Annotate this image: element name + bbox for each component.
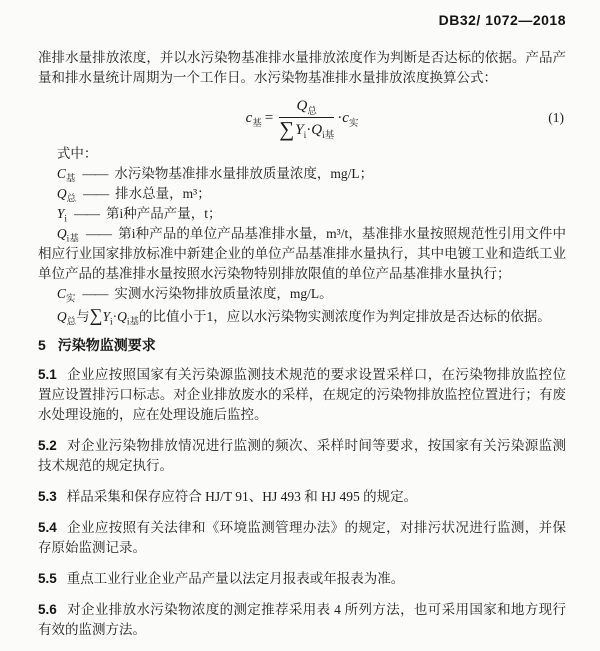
note-text: 的比值小于1，应以水污染物实测浓度作为判定排放是否达标的依据。 xyxy=(139,309,551,324)
clause-text: 对企业污染物排放情况进行监测的频次、采样时间等要求，按国家有关污染源监测技术规范的规定执行。 xyxy=(38,438,566,473)
math-symbol: Y xyxy=(56,206,65,221)
clause-number: 5.6 xyxy=(38,602,57,617)
math-symbol: Y xyxy=(102,309,111,324)
subscript: 实 xyxy=(65,294,76,305)
section-title: 污染物监测要求 xyxy=(57,337,156,353)
subscript: i xyxy=(64,214,68,225)
doc-number: DB32/ 1072—2018 xyxy=(438,12,566,28)
clause-number: 5.1 xyxy=(38,367,57,382)
ratio-note xyxy=(38,305,566,327)
subscript: 总 xyxy=(307,107,317,117)
clause-5-2 xyxy=(38,436,566,476)
symbol-definition xyxy=(38,204,566,224)
note-text: 与 xyxy=(76,309,90,324)
definition-text: 第i种产品的单位产品基准排水量，m³/t，基准排水量按照规范性引用文件中相应行业国家排放标准中新建企业的单位产品基准排水量执行，其中电镀工业和造纸工业单位产品的基准排水量按照水污染物特别排放限值的单位产品基准排水量执行； xyxy=(38,226,566,281)
clause-text: 企业应按照有关法律和《环境监测管理办法》的规定，对排污状况进行监测，并保存原始监测记录。 xyxy=(38,520,566,555)
clause-number: 5.4 xyxy=(38,520,57,535)
section-heading xyxy=(38,335,566,355)
subscript: 实 xyxy=(348,119,359,129)
definition-text: 水污染物基准排水量排放质量浓度，mg/L； xyxy=(114,166,374,181)
dot-operator: · xyxy=(112,309,118,324)
symbol-definition xyxy=(38,284,566,304)
fraction-denominator xyxy=(279,118,334,140)
clause-text: 企业应按照国家有关污染源监测技术规范的要求设置采样口，在污染物排放监控位置应设置排污口标志。对企业排放废水的采样，在规定的污染物排放监控位置进行；有废水处理设施的，应在处理设施后监控。 xyxy=(38,367,566,422)
definition-dash: —— xyxy=(82,166,108,181)
section-number: 5 xyxy=(38,337,46,353)
symbol-definition xyxy=(38,164,566,184)
math-symbol: C xyxy=(56,286,66,301)
definition-text: 第i种产品产量，t； xyxy=(106,206,222,221)
clause-number: 5.2 xyxy=(38,438,57,453)
intro-paragraph: 准排水量排放浓度，并以水污染物基准排水量排放浓度作为判断是否达标的依据。产品产量和排水量统计周期为一个工作日。水污染物基准排水量排放浓度换算公式： xyxy=(38,50,566,85)
clause-text: 重点工业行业企业产品产量以法定月报表或年报表为准。 xyxy=(66,571,405,586)
math-symbol: Y xyxy=(295,122,304,138)
subscript: i基 xyxy=(126,317,140,328)
clause-text: 样品采集和保存应符合 HJ/T 91、HJ 493 和 HJ 495 的规定。 xyxy=(66,489,418,504)
symbol-definition xyxy=(38,224,566,284)
sigma-symbol: ∑ xyxy=(89,305,103,325)
subscript: i xyxy=(303,131,307,141)
definition-text: 实测水污染物排放质量浓度，mg/L。 xyxy=(114,286,333,301)
page-header xyxy=(38,10,566,30)
math-symbol: Q xyxy=(117,309,127,324)
definition-dash: —— xyxy=(82,286,108,301)
math-symbol: Q xyxy=(311,122,323,138)
clause-number: 5.5 xyxy=(38,571,57,586)
symbol-definition xyxy=(38,184,566,204)
formula-block xyxy=(38,92,566,144)
equation-number: (1) xyxy=(548,110,564,125)
subscript: 总 xyxy=(66,317,77,328)
subscript: i基 xyxy=(66,234,80,245)
definition-dash: —— xyxy=(74,206,100,221)
formula-multiplier xyxy=(337,108,358,128)
clause-5-4 xyxy=(38,518,566,558)
math-symbol: Q xyxy=(56,226,67,241)
clause-5-6 xyxy=(38,600,566,640)
subscript: 基 xyxy=(65,174,76,185)
equals-sign: = xyxy=(264,110,274,126)
dot-operator: · xyxy=(337,110,343,126)
math-symbol: C xyxy=(56,166,66,181)
subscript: i xyxy=(110,317,113,328)
subscript: i基 xyxy=(322,131,335,141)
fraction xyxy=(279,96,334,140)
definition-dash: —— xyxy=(83,186,109,201)
subscript: 总 xyxy=(66,194,77,205)
clause-number: 5.3 xyxy=(38,489,57,504)
clause-5-1 xyxy=(38,365,566,425)
math-symbol: Q xyxy=(56,309,67,324)
sigma-symbol: ∑ xyxy=(279,117,295,141)
dot-operator: · xyxy=(306,122,312,138)
math-symbol: c xyxy=(342,110,349,126)
fraction-numerator: $Q_总$ xyxy=(279,96,334,118)
formula xyxy=(246,96,359,140)
math-symbol: Q xyxy=(56,186,67,201)
clause-text: 对企业排放水污染物浓度的测定推荐采用表 4 所列方法，也可采用国家和地方现行有效的监测方法。 xyxy=(38,602,566,637)
definition-text: 排水总量，m³； xyxy=(115,186,211,201)
where-label: 式中： xyxy=(56,146,98,161)
definition-dash: —— xyxy=(86,226,112,241)
clause-5-3 xyxy=(38,487,566,507)
subscript: 基 xyxy=(252,119,262,129)
formula-lhs: $c_基$ xyxy=(245,110,262,129)
clause-5-5 xyxy=(38,569,566,589)
